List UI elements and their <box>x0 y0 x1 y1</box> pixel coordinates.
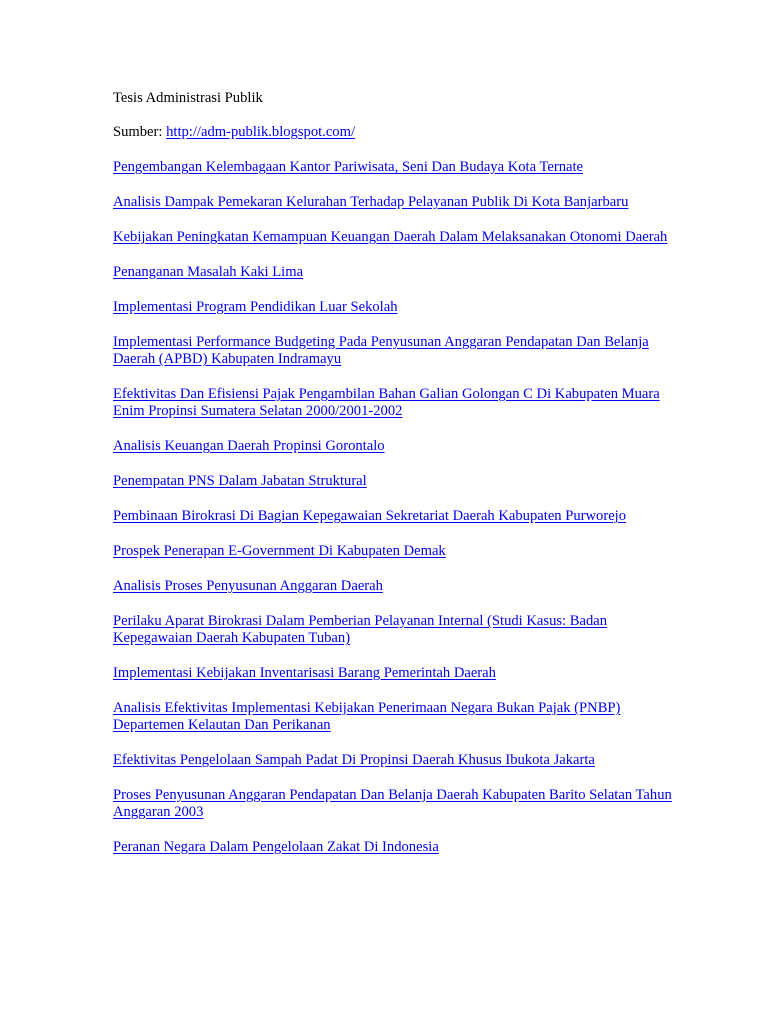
list-item <box>113 787 673 821</box>
thesis-link[interactable]: Analisis Dampak Pemekaran Kelurahan Terhadap Pelayanan Publik Di Kota Banjarbaru <box>113 194 629 210</box>
thesis-link[interactable]: Pembinaan Birokrasi Di Bagian Kepegawaian Sekretariat Daerah Kabupaten Purworejo <box>113 508 627 524</box>
list-item <box>113 299 673 316</box>
list-item <box>113 159 673 176</box>
thesis-link[interactable]: Penanganan Masalah Kaki Lima <box>113 264 304 280</box>
list-item <box>113 543 673 560</box>
thesis-link[interactable]: Pengembangan Kelembagaan Kantor Pariwisata, Seni Dan Budaya Kota Ternate <box>113 159 584 175</box>
thesis-link[interactable]: Implementasi Kebijakan Inventarisasi Barang Pemerintah Daerah <box>113 665 496 681</box>
list-item <box>113 386 673 420</box>
thesis-link[interactable]: Analisis Keuangan Daerah Propinsi Gorontalo <box>113 438 385 454</box>
list-item <box>113 438 673 455</box>
list-item <box>113 700 673 734</box>
list-item <box>113 264 673 281</box>
list-item <box>113 578 673 595</box>
thesis-link[interactable]: Perilaku Aparat Birokrasi Dalam Pemberian Pelayanan Internal (Studi Kasus: Badan Kepegawaian Daerah Kabupaten Tuban) <box>113 613 608 646</box>
thesis-link[interactable]: Proses Penyusunan Anggaran Pendapatan Dan Belanja Daerah Kabupaten Barito Selatan Tahun Anggaran 2003 <box>113 787 672 820</box>
list-item <box>113 334 673 368</box>
thesis-link[interactable]: Efektivitas Pengelolaan Sampah Padat Di Propinsi Daerah Khusus Ibukota Jakarta <box>113 752 595 768</box>
thesis-link[interactable]: Implementasi Performance Budgeting Pada Penyusunan Anggaran Pendapatan Dan Belanja Daerah (APBD) Kabupaten Indramayu <box>113 334 649 367</box>
source-line <box>113 124 673 141</box>
list-item <box>113 473 673 490</box>
thesis-link-list <box>113 159 673 856</box>
thesis-link[interactable]: Analisis Proses Penyusunan Anggaran Daerah <box>113 578 383 594</box>
document-title: Tesis Administrasi Publik <box>113 90 263 106</box>
list-item <box>113 508 673 525</box>
thesis-link[interactable]: Peranan Negara Dalam Pengelolaan Zakat Di Indonesia <box>113 839 439 855</box>
list-item <box>113 752 673 769</box>
document-page <box>113 90 673 856</box>
source-link[interactable]: http://adm-publik.blogspot.com/ <box>166 124 356 140</box>
thesis-link[interactable]: Efektivitas Dan Efisiensi Pajak Pengambilan Bahan Galian Golongan C Di Kabupaten Muara Enim Propinsi Sumatera Selatan 2000/2001-2002 <box>113 386 660 419</box>
thesis-link[interactable]: Penempatan PNS Dalam Jabatan Struktural <box>113 473 367 489</box>
list-item <box>113 194 673 211</box>
list-item <box>113 839 673 856</box>
thesis-link[interactable]: Analisis Efektivitas Implementasi Kebijakan Penerimaan Negara Bukan Pajak (PNBP) Departemen Kelautan Dan Perikanan <box>113 700 621 733</box>
thesis-link[interactable]: Implementasi Program Pendidikan Luar Sekolah <box>113 299 398 315</box>
thesis-link[interactable]: Kebijakan Peningkatan Kemampuan Keuangan Daerah Dalam Melaksanakan Otonomi Daerah <box>113 229 668 245</box>
list-item <box>113 229 673 246</box>
thesis-link[interactable]: Prospek Penerapan E-Government Di Kabupaten Demak <box>113 543 446 559</box>
list-item <box>113 613 673 647</box>
source-label: Sumber: <box>113 124 167 140</box>
list-item <box>113 665 673 682</box>
